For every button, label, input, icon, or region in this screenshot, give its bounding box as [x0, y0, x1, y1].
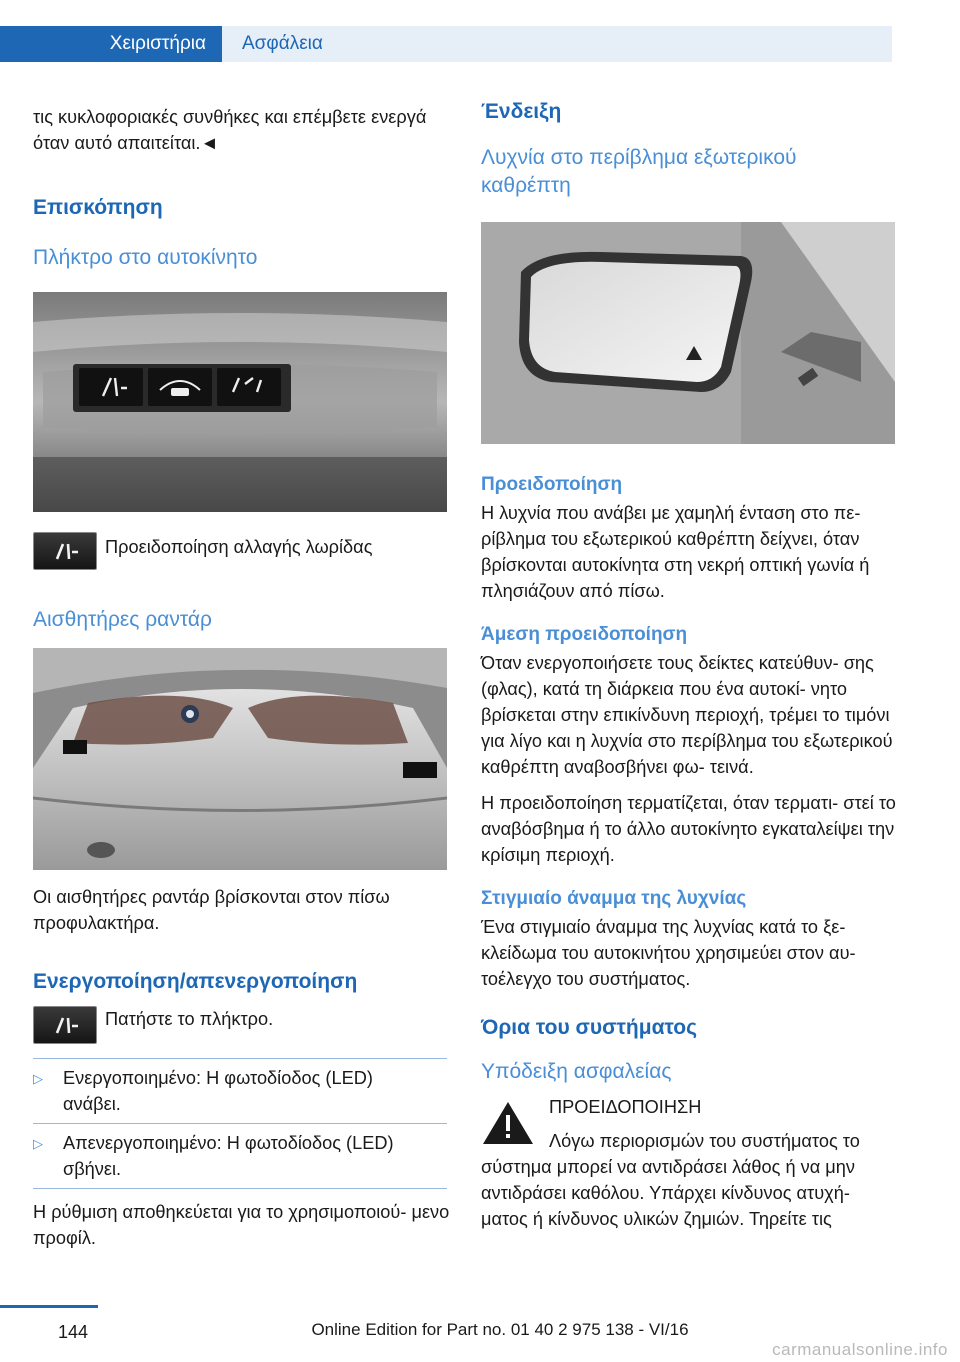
radar-text: Οι αισθητήρες ραντάρ βρίσκονται στον πίσω προφυλακτήρα. [33, 887, 390, 933]
radar-heading: Αισθητήρες ραντάρ [33, 608, 212, 631]
button-heading: Πλήκτρο στο αυτοκίνητο [33, 246, 258, 269]
direct-text-1: Όταν ενεργοποιήσετε τους δείκτες κατεύθυν- σης (φλας), κατά τη διάρκεια που ένα αυτοκί- νητο βρίσκεται στην επικίνδυνη περιοχή, τρέμει το τιμόνι για λίγο και η λυχνία στο περίβλημα του εξωτερικού καθρέπτη αναβοσβήνει φω- τεινά. [481, 653, 893, 777]
mirror-image [481, 222, 897, 444]
display-heading: Ένδειξη [481, 100, 562, 123]
onoff-caption-row [33, 1006, 453, 1044]
button-panel-image [33, 292, 453, 512]
mirror-heading: Λυχνία στο περίβλημα εξωτερικού καθρέπτη [481, 146, 797, 197]
intro-text: τις κυκλοφοριακές συνθήκες και επέμβετε ενεργά όταν αυτό απαιτείται.◄ [33, 107, 427, 153]
divider [33, 1188, 447, 1189]
triangle-bullet-icon: ▷ [33, 1071, 43, 1086]
flash-heading: Στιγμιαίο άναμμα της λυχνίας [481, 888, 747, 909]
caution-text-block [549, 1094, 860, 1154]
footer-rule [0, 1305, 98, 1308]
divider [33, 1058, 447, 1059]
warning-heading: Προειδοποίηση [481, 474, 623, 495]
triangle-bullet-icon: ▷ [33, 1136, 43, 1151]
onoff-caption: Πατήστε το πλήκτρο. [105, 1009, 274, 1029]
flash-text: Ένα στιγμιαίο άναμμα της λυχνίας κατά το ξε- κλείδωμα του αυτοκινήτου χρησιμεύει στον αυ- τοέλεγχο του συστήματος. [481, 917, 856, 989]
list-item [33, 1130, 453, 1182]
tab-safety[interactable]: Ασφάλεια [222, 26, 892, 62]
overview-heading: Επισκόπηση [33, 196, 163, 219]
bullet-text-on: Ενεργοποιημένο: Η φωτοδίοδος (LED) ανάβει. [63, 1068, 373, 1114]
caution-text-2: σύστημα μπορεί να αντιδράσει λάθος ή να μην αντιδράσει καθόλου. Υπάρχει κίνδυνος ατυχή- ματος ή κίνδυνος υλικών ζημιών. Τηρείτε τις [481, 1157, 855, 1229]
button-caption-row [33, 532, 453, 570]
safety-heading: Υπόδειξη ασφαλείας [481, 1060, 672, 1083]
caution-row [481, 1094, 897, 1154]
divider [33, 1123, 447, 1124]
direct-text-2: Η προειδοποίηση τερματίζεται, όταν τερματι- στεί το αναβόσβημα ή το άλλο αυτοκίνητο εγκαταλείψει την κρίσιμη περιοχή. [481, 793, 896, 865]
direct-heading: Άμεση προειδοποίηση [481, 624, 688, 645]
limits-heading: Όρια του συστήματος [481, 1016, 698, 1039]
tab-controls[interactable]: Χειριστήρια [0, 26, 222, 62]
warning-triangle-icon [481, 1100, 535, 1146]
warning-text: Η λυχνία που ανάβει με χαμηλή ένταση στο πε- ρίβλημα του εξωτερικού καθρέπτη δείχνει, όταν βρίσκονται αυτοκίνητα στη νεκρή οπτική γωνία ή πλησιάζουν από πίσω. [481, 503, 870, 601]
car-rear-image [33, 648, 453, 870]
bullet-text-off: Απενεργοποιημένο: Η φωτοδίοδος (LED) σβήνει. [63, 1133, 394, 1179]
lane-change-warning-button-icon [33, 1006, 97, 1044]
left-column [33, 98, 453, 1251]
header-tabs [0, 26, 960, 62]
profile-text: Η ρύθμιση αποθηκεύεται για το χρησιμοποιού- μενο προφίλ. [33, 1202, 450, 1248]
lane-change-warning-button-icon [33, 532, 97, 570]
button-caption: Προειδοποίηση αλλαγής λωρίδας [105, 537, 373, 557]
page-number: 144 [58, 1322, 89, 1342]
watermark-text: carmanualsonline.info [772, 1340, 948, 1359]
edition-text: Online Edition for Part no. 01 40 2 975 138 - VI/16 [311, 1320, 689, 1339]
caution-text-1: Λόγω περιορισμών του συστήματος το [549, 1131, 860, 1151]
right-column [481, 100, 897, 1232]
onoff-heading: Ενεργοποίηση/απενεργοποίηση [33, 970, 358, 993]
caution-label: ΠΡΟΕΙΔΟΠΟΙΗΣΗ [549, 1097, 702, 1117]
list-item [33, 1065, 453, 1117]
